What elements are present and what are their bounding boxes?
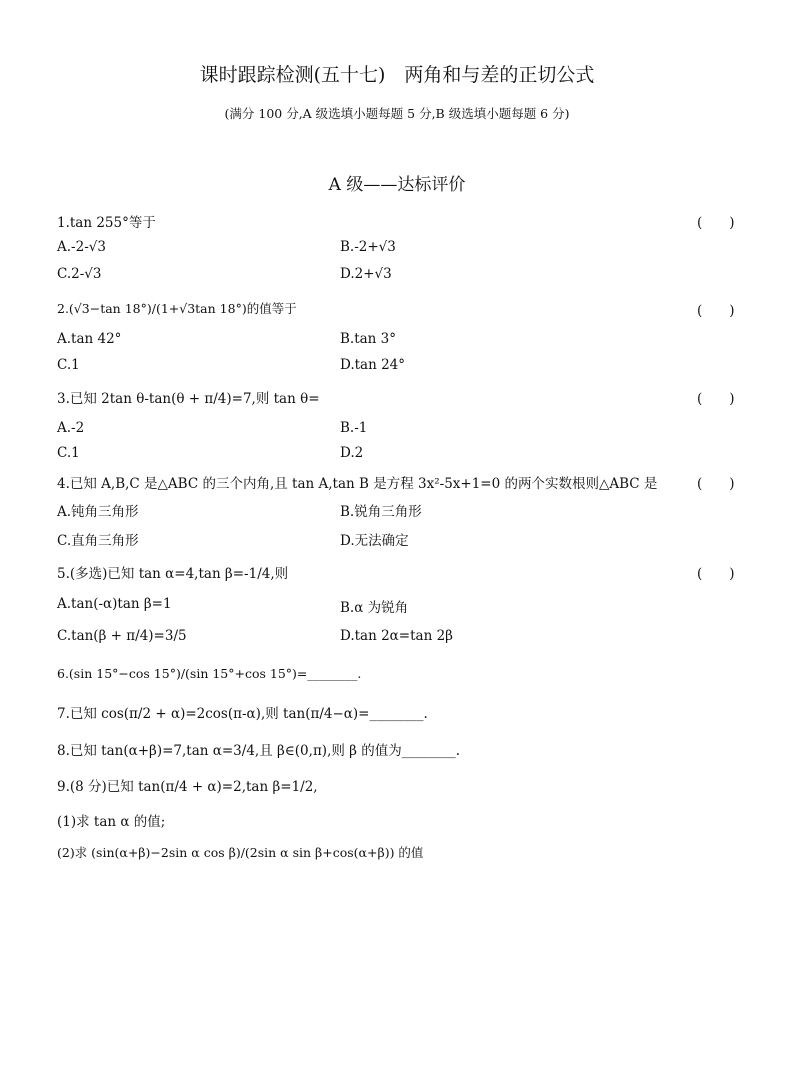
q4-option-c: C.直角三角形	[57, 533, 139, 549]
q4-option-b: B.锐角三角形	[340, 504, 422, 520]
q1-option-d: D.2+√3	[340, 266, 392, 282]
q4-option-a: A.钝角三角形	[57, 504, 139, 520]
q2-option-d: D.tan 24°	[340, 357, 406, 373]
page-title: 课时跟踪检测(五十七) 两角和与差的正切公式	[199, 64, 595, 86]
question-9-part-2: (2)求 (sin(α+β)−2sin α cos β)/(2sin α sin β+cos(α+β)) 的值	[57, 845, 424, 860]
q5-option-b: B.α 为锐角	[340, 600, 409, 616]
q3-option-c: C.1	[57, 445, 80, 461]
answer-bracket: ( )	[697, 476, 735, 492]
q5-option-a: A.tan(-α)tan β=1	[57, 596, 172, 612]
answer-bracket: ( )	[697, 566, 735, 582]
q2-option-a: A.tan 42°	[57, 331, 122, 347]
q3-option-d: D.2	[340, 445, 364, 461]
q1-option-c: C.2-√3	[57, 266, 102, 282]
section-heading: A 级——达标评价	[328, 175, 466, 195]
answer-bracket: ( )	[697, 391, 735, 407]
question-8-stem: 8.已知 tan(α+β)=7,tan α=3/4,且 β∈(0,π),则 β 的值为________.	[57, 743, 461, 759]
question-1-stem: 1.tan 255°等于	[57, 215, 156, 231]
q1-option-a: A.-2-√3	[57, 239, 106, 255]
question-3-stem: 3.已知 2tan θ-tan(θ + π/4)=7,则 tan θ=	[57, 391, 320, 407]
question-7-stem: 7.已知 cos(π/2 + α)=2cos(π-α),则 tan(π/4−α)=________.	[57, 706, 428, 722]
answer-bracket: ( )	[697, 303, 735, 319]
q2-option-c: C.1	[57, 357, 80, 373]
question-9-part-1: (1)求 tan α 的值;	[57, 814, 166, 830]
question-4-stem: 4.已知 A,B,C 是△ABC 的三个内角,且 tan A,tan B 是方程 3x²-5x+1=0 的两个实数根则△ABC 是	[57, 476, 658, 492]
scoring-note: (满分 100 分,A 级选填小题每题 5 分,B 级选填小题每题 6 分)	[224, 106, 570, 121]
q3-option-a: A.-2	[57, 420, 85, 436]
answer-bracket: ( )	[697, 215, 735, 231]
question-9-stem: 9.(8 分)已知 tan(π/4 + α)=2,tan β=1/2,	[57, 779, 318, 795]
question-6-stem: 6.(sin 15°−cos 15°)/(sin 15°+cos 15°)=________.	[57, 666, 362, 681]
q5-option-c: C.tan(β + π/4)=3/5	[57, 628, 187, 644]
q3-option-b: B.-1	[340, 420, 368, 436]
q5-option-d: D.tan 2α=tan 2β	[340, 628, 453, 644]
question-2-stem: 2.(√3−tan 18°)/(1+√3tan 18°)的值等于	[57, 301, 297, 316]
q4-option-d: D.无法确定	[340, 533, 409, 549]
q1-option-b: B.-2+√3	[340, 239, 396, 255]
question-5-stem: 5.(多选)已知 tan α=4,tan β=-1/4,则	[57, 566, 289, 582]
q2-option-b: B.tan 3°	[340, 331, 397, 347]
